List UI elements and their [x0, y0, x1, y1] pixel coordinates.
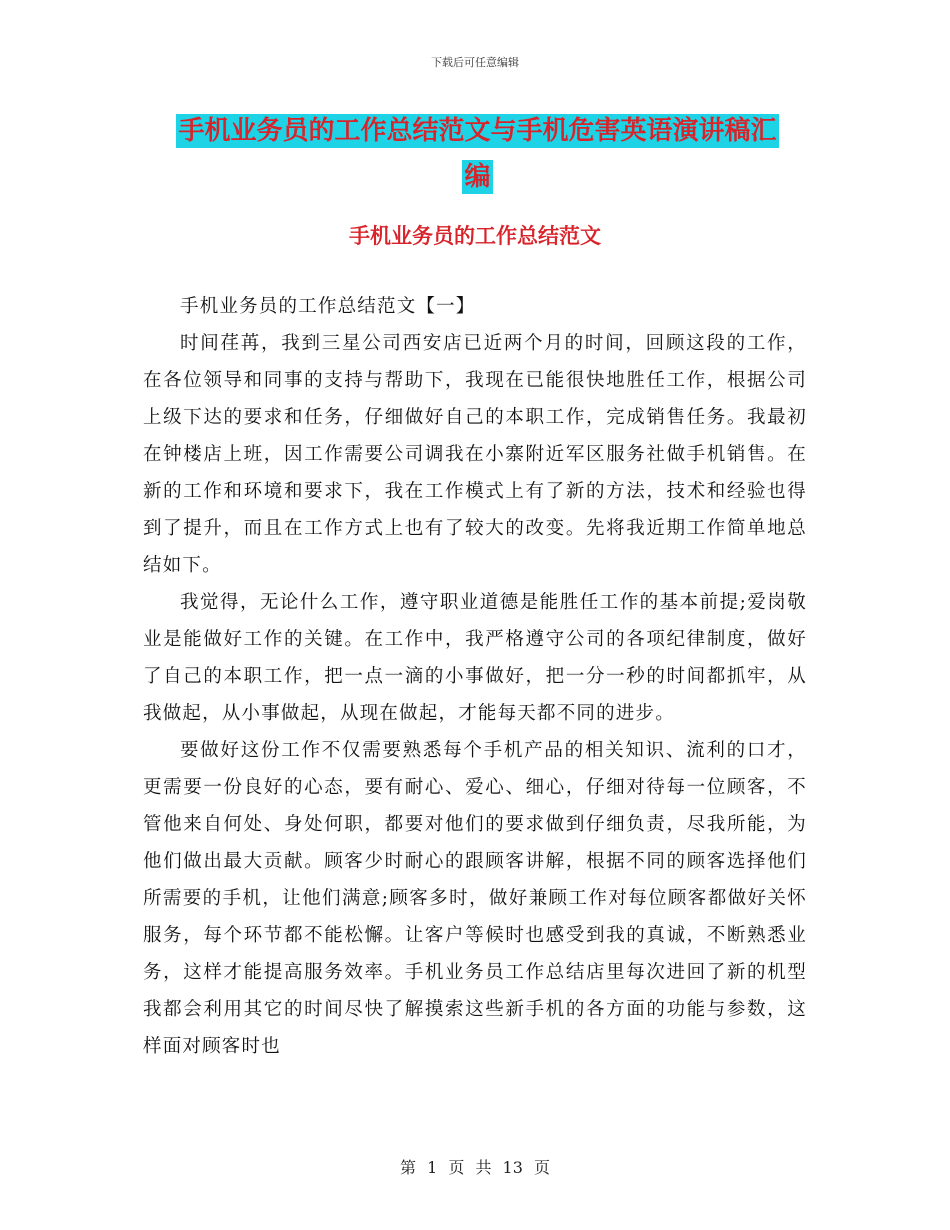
paragraph-2: 我觉得，无论什么工作，遵守职业道德是能胜任工作的基本前提;爱岗敬业是能做好工作的关键。在工作中，我严格遵守公司的各项纪律制度，做好了自己的本职工作，把一点一滴的小事做好，把一分一秒的时间都抓牢，从我做起，从小事做起，从现在做起，才能每天都不同的进步。	[143, 592, 807, 724]
body-text	[143, 288, 807, 1065]
section-title: 手机业务员的工作总结范文	[349, 224, 601, 248]
header-note: 下载后可任意编辑	[431, 56, 519, 69]
paragraph-3: 要做好这份工作不仅需要熟悉每个手机产品的相关知识、流利的口才，更需要一份良好的心态，要有耐心、爱心、细心，仔细对待每一位顾客，不管他来自何处、身处何职，都要对他们的要求做到仔细负责，尽我所能，为他们做出最大贡献。顾客少时耐心的跟顾客讲解，根据不同的顾客选择他们所需要的手机，让他们满意;顾客多时，做好兼顾工作对每位顾客都做好关怀服务，每个环节都不能松懈。让客户等候时也感受到我的真诚，不断熟悉业务，这样才能提高服务效率。手机业务员工作总结店里每次进回了新的机型我都会利用其它的时间尽快了解摸索这些新手机的各方面的功能与参数，这样面对顾客时也	[143, 740, 807, 1057]
document-title	[145, 108, 810, 200]
subhead-paragraph: 手机业务员的工作总结范文【一】	[180, 296, 476, 317]
title-line-2: 编	[464, 162, 491, 192]
title-line-1: 手机业务员的工作总结范文与手机危害英语演讲稿汇	[178, 116, 777, 146]
page-footer: 第 1 页 共 13 页	[400, 1158, 550, 1177]
paragraph-1: 时间荏苒，我到三星公司西安店已近两个月的时间，回顾这段的工作，在各位领导和同事的支持与帮助下，我现在已能很快地胜任工作，根据公司上级下达的要求和任务，仔细做好自己的本职工作，完成销售任务。我最初在钟楼店上班，因工作需要公司调我在小寨附近军区服务社做手机销售。在新的工作和环境和要求下，我在工作模式上有了新的方法，技术和经验也得到了提升，而且在工作方式上也有了较大的改变。先将我近期工作简单地总结如下。	[143, 333, 807, 576]
